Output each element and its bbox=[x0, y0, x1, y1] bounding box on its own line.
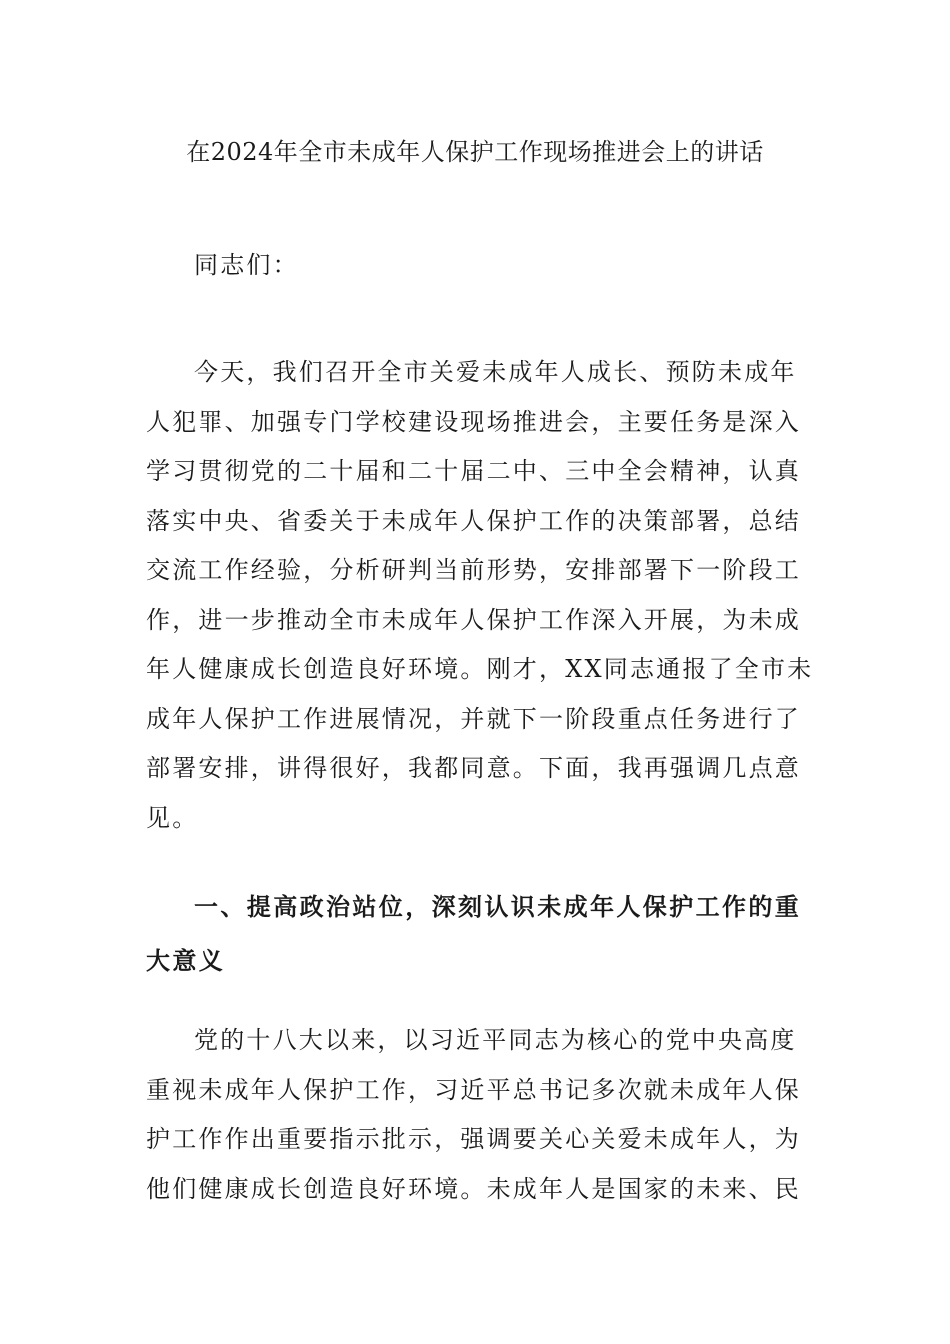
paragraph-line: 年人健康成长创造良好环境。刚才，XX同志通报了全市未 bbox=[146, 655, 814, 683]
paragraph-line: 见。 bbox=[146, 803, 199, 832]
salutation bbox=[146, 241, 790, 291]
paragraph-line: 人犯罪、加强专门学校建设现场推进会，主要任务是深入 bbox=[146, 407, 801, 436]
paragraph-line: 交流工作经验，分析研判当前形势，安排部署下一阶段工 bbox=[146, 556, 801, 584]
paragraph-line: 党的十八大以来，以习近平同志为核心的党中央高度 bbox=[194, 1026, 797, 1054]
paragraph-line: 重视未成年人保护工作，习近平总书记多次就未成年人保 bbox=[146, 1075, 801, 1104]
paragraph-line: 部署安排，讲得很好，我都同意。下面，我再强调几点意 bbox=[146, 754, 801, 782]
paragraph-line: 学习贯彻党的二十届和二十届二中、三中全会精神，认真 bbox=[146, 457, 801, 485]
heading-line: 一、提高政治站位，深刻认识未成年人保护工作的重 bbox=[194, 892, 802, 921]
heading-line: 大意义 bbox=[146, 946, 226, 975]
document-title: 在2024年全市未成年人保护工作现场推进会上的讲话 bbox=[186, 138, 764, 166]
paragraph-line: 成年人保护工作进展情况，并就下一阶段重点任务进行了 bbox=[146, 704, 801, 733]
paragraph-line: 落实中央、省委关于未成年人保护工作的决策部署，总结 bbox=[146, 506, 801, 535]
section-heading-1 bbox=[146, 880, 802, 988]
paragraph-section-1 bbox=[146, 1016, 801, 1214]
paragraph-line: 他们健康成长创造良好环境。未成年人是国家的未来、民 bbox=[146, 1174, 801, 1203]
salutation-line: 同志们： bbox=[194, 251, 299, 279]
paragraph-intro bbox=[146, 348, 814, 843]
paragraph-line: 今天，我们召开全市关爱未成年人成长、预防未成年 bbox=[194, 358, 797, 386]
paragraph-line: 护工作作出重要指示批示，强调要关心关爱未成年人，为 bbox=[146, 1125, 801, 1153]
paragraph-line: 作，进一步推动全市未成年人保护工作深入开展，为未成 bbox=[146, 605, 801, 634]
